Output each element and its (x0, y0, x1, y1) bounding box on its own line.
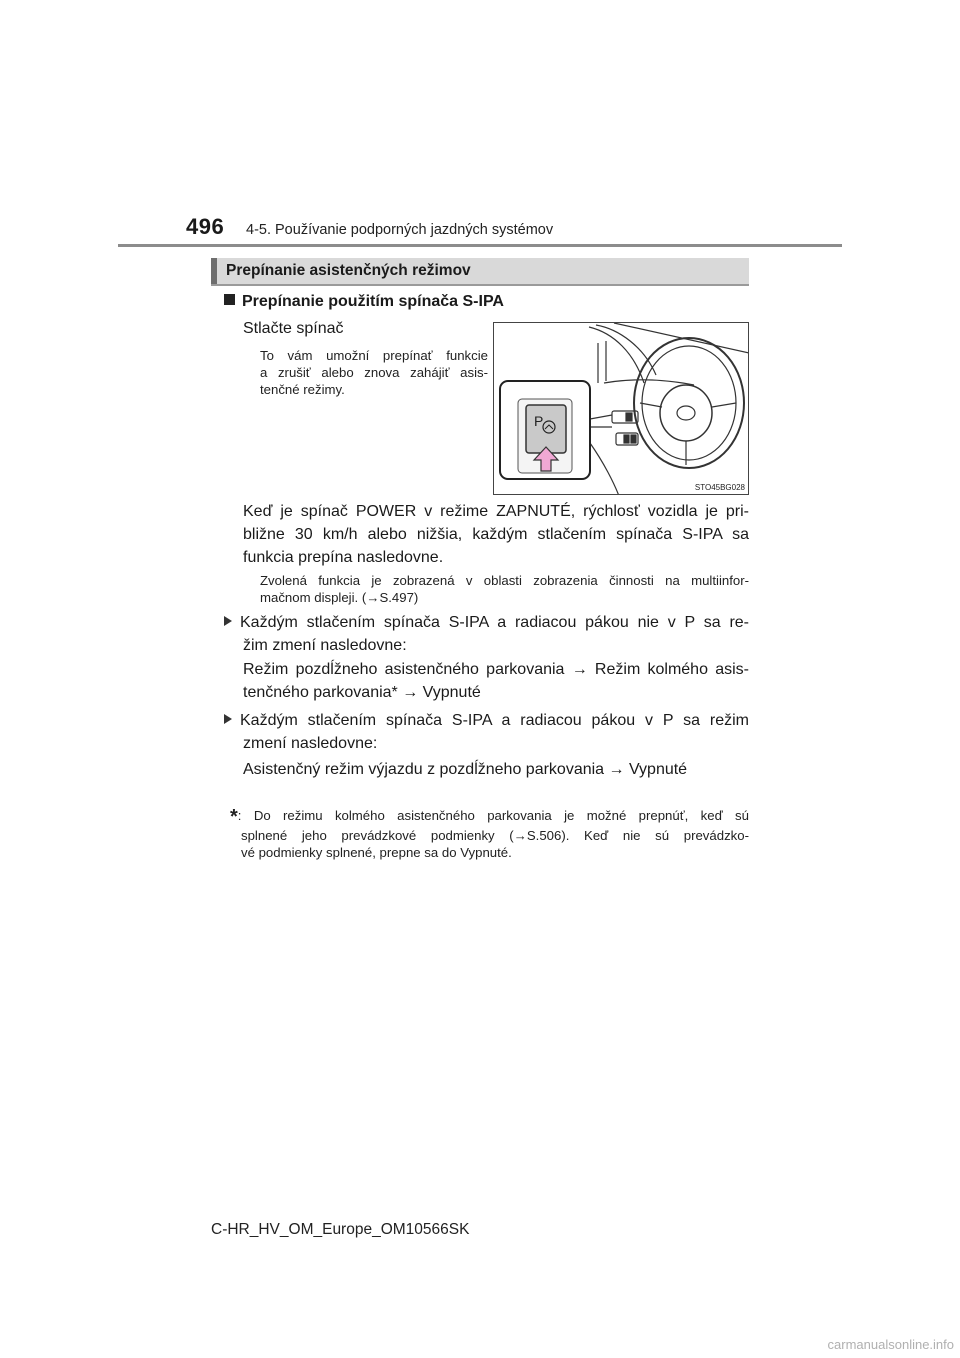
footnote-star: * (230, 806, 238, 828)
triangle-bullet-icon (224, 616, 232, 626)
section-accent (211, 258, 217, 284)
square-bullet-icon (224, 294, 235, 305)
note-line: mačnom displeji. (→S.497) (260, 590, 419, 605)
bullet-line: Každým stlačením spínača S-IPA a radiacou pákou v P sa režim (224, 709, 749, 732)
note-display (260, 572, 749, 606)
triangle-bullet-icon (224, 714, 232, 724)
note-line: To vám umožní prepínať funkcie (260, 348, 488, 363)
note-line: a zrušiť alebo znova zahájiť asis- (260, 365, 488, 380)
switch-location-figure (493, 322, 749, 495)
instruction: Stlačte spínač (243, 320, 344, 337)
figure-code: STO45BG028 (694, 483, 745, 492)
bullet-line: žim zmení nasledovne: (243, 637, 407, 654)
section-title: Prepínanie asistenčných režimov (226, 262, 471, 279)
sequence-in-p: Asistenčný režim výjazdu z pozdĺžneho parkovania → Vypnuté (243, 761, 688, 778)
chapter-title: 4-5. Používanie podporných jazdných systémov (246, 222, 554, 238)
subheading-text: Prepínanie použitím spínača S-IPA (242, 293, 504, 310)
bullet-line: zmení nasledovne: (243, 735, 378, 752)
paragraph-power-mode (243, 500, 749, 569)
document-id: C-HR_HV_OM_Europe_OM10566SK (211, 1221, 470, 1238)
seq-line: Režim pozdĺžneho asistenčného parkovania → Režim kolmého asis- (243, 661, 749, 678)
note-line: Zvolená funkcia je zobrazená v oblasti zobrazenia činnosti na multiinfor- (260, 573, 749, 588)
subheading (224, 293, 504, 311)
instruction-note (260, 347, 488, 398)
page-number: 496 (186, 214, 225, 239)
section-underline (211, 284, 749, 286)
seq-line: tenčného parkovania* → Vypnuté (243, 684, 481, 701)
sequence-not-in-p (243, 658, 749, 704)
note-line: tenčné režimy. (260, 382, 345, 397)
bullet-in-p (224, 709, 749, 755)
footnote (230, 807, 749, 862)
section-heading-bar (211, 258, 749, 284)
para-line: bližne 30 km/h alebo nižšia, každým stlačením spínača S-IPA sa (243, 526, 749, 543)
bullet-line: Každým stlačením spínača S-IPA a radiacou pákou nie v P sa re- (224, 611, 749, 634)
para-line: funkcia prepína nasledovne. (243, 549, 444, 566)
footnote-line: *: Do režimu kolmého asistenčného parkovania je možné prepnúť, keď sú (230, 806, 749, 828)
watermark: carmanualsonline.info (827, 1337, 954, 1352)
para-line: Keď je spínač POWER v režime ZAPNUTÉ, rýchlosť vozidla je pri- (243, 503, 749, 520)
switch-symbol-text: P (534, 413, 544, 429)
dashboard-illustration (494, 323, 749, 495)
s-ipa-switch-graphic (526, 405, 566, 453)
header-rule (118, 244, 842, 247)
bullet-not-in-p (224, 611, 749, 657)
footnote-line: vé podmienky splnené, prepne sa do Vypnuté. (241, 845, 512, 860)
footnote-line: splnené jeho prevádzkové podmienky (→S.506). Keď nie sú prevádzko- (241, 827, 749, 843)
